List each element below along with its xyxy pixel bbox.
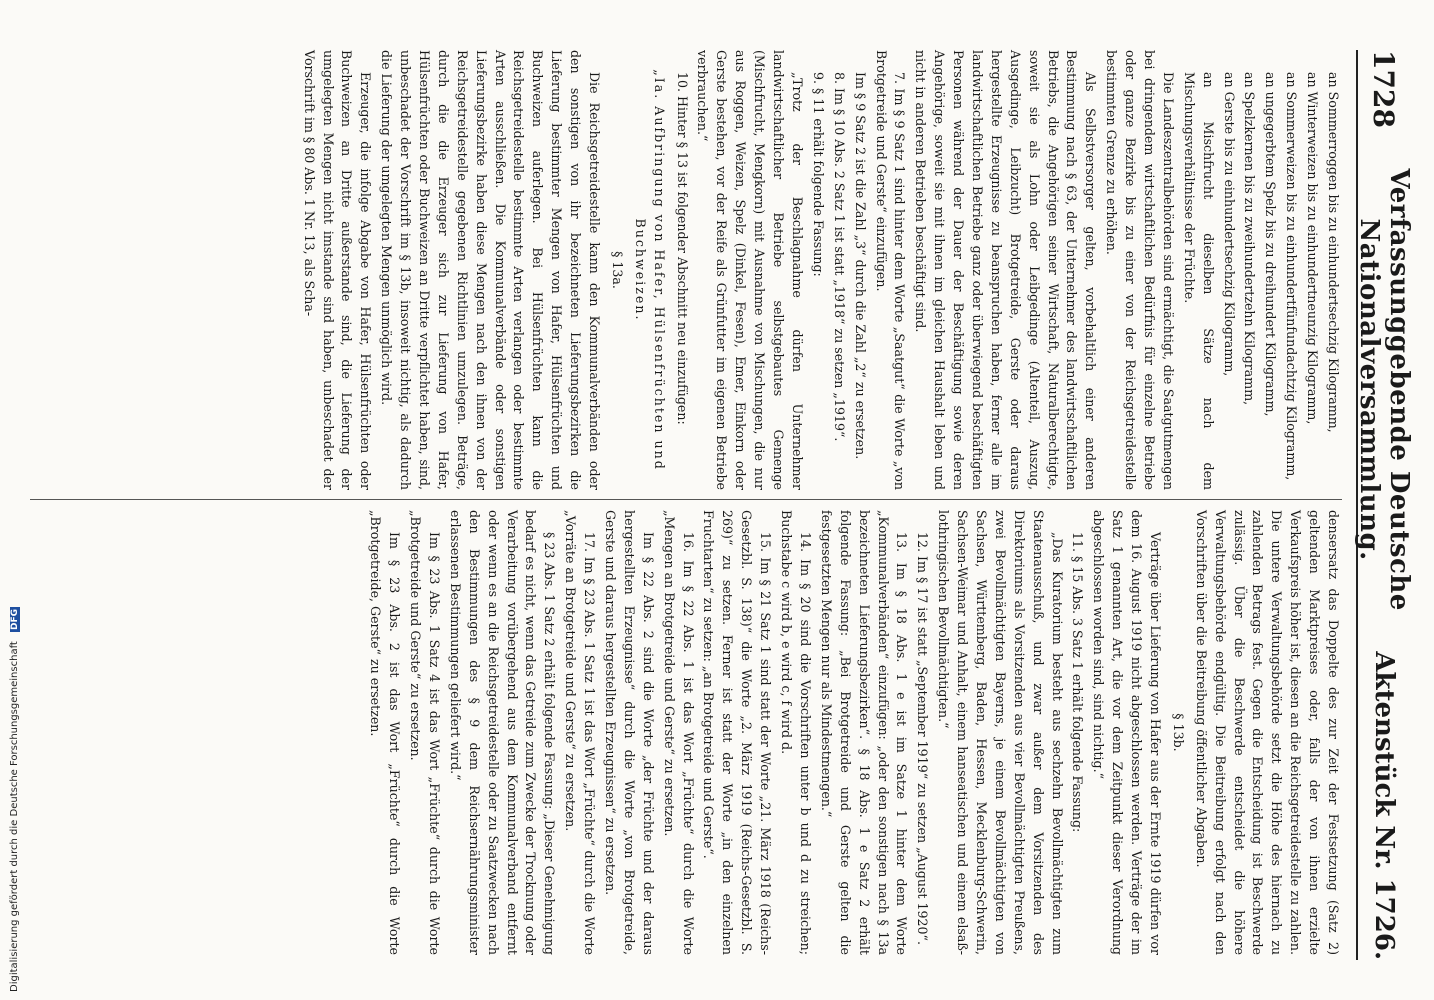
right-column <box>30 510 1342 955</box>
paragraph: 10. Hinter § 13 ist folgender Abschnitt neu einzufügen: <box>674 72 690 425</box>
paragraph: densersatz das Doppelte des zur Zeit der Festsetzung (Satz 2) geltenden Marktpreises oder, falls der von ihnen erzielte Verkaufspreis höher ist, diesen an die Reichsgetreidestelle zu zahlen. Die untere Verwaltungsbehörde setzt die Höhe des hiernach zu zahlenden Betrags fest. Gegen die Entscheidung ist Beschwerde zulässig. Über die Beschwerde entscheidet die höhere Verwaltungsbehörde endgültig. Die Beitreibung erfolgt nach den Vorschriften über die Beitreibung öffentlicher Abgaben. <box>1193 510 1341 955</box>
paragraph: 8. Im § 10 Abs. 2 Satz 1 ist statt „1918“ zu setzen „1919“. <box>831 72 847 442</box>
digitization-note <box>2 12 20 992</box>
paragraph: 12. Im § 17 ist statt „September 1919“ zu setzen „August 1920“. <box>915 532 931 945</box>
paragraph: an ungegerbtem Spelz bis zu dreihundert Kilogramm, <box>1263 72 1279 417</box>
document-reference: Aktenstück Nr. 1726. <box>1369 651 1399 960</box>
paragraph: Im § 23 Abs. 1 Satz 4 ist das Wort „Früchte“ durch die Worte „Brotgetreide und Gerste“ zu ersetzen. <box>408 510 443 955</box>
paragraph: „Ia. Aufbringung von Hafer, Hülsenfrüchten und Buchweizen. <box>632 69 667 471</box>
paragraph: „Trotz der Beschlagnahme dürfen Unternehmer landwirtschaftlicher Betriebe selbstgebautes Gemenge (Mischfrucht, Mengkorn) mit Ausnahme von Mischungen, die nur aus Roggen, Weizen, Spelz (Dinkel, Fesen), Emer, Einkorn oder Gerste bestehen, vor der Reife als Grünfutter im eigenen Betriebe verbrauchen.“ <box>695 50 805 490</box>
paragraph: „Das Kuratorium besteht aus sechzehn Bevollmächtigten zum Staatenausschuß, und zwar außer dem Vorsitzenden des Direktoriums als Vorsitzenden aus vier Bevollmächtigten Preußens, zwei Bevollmächtigten Bayerns, je einem Bevollmächtigten von Sachsen, Württemberg, Baden, Hessen, Mecklenburg-Schwerin, Sachsen-Weimar und Anhalt, einem hanseatischen und einem elsaß-lothringischen Bevollmächtigten.“ <box>936 510 1065 955</box>
paragraph: an Spelzkernen bis zu zweihundertzehn Kilogramm, <box>1242 72 1258 406</box>
paragraph: an Gerste bis zu einhundertsechzig Kilogramm, <box>1221 72 1237 377</box>
paragraph: 17. Im § 23 Abs. 1 Satz 1 ist das Wort „Früchte“ durch die Worte „Vorräte an Brotgetreide und Gerste“ zu ersetzen. <box>563 510 598 955</box>
paragraph: 14. Im § 20 sind die Vorschriften unter b und d zu streichen; Buchstabe c wird b, e wird c, f wird d. <box>779 510 813 955</box>
paragraph: Im § 22 Abs. 2 sind die Worte „der Früchte und der daraus hergestellten Erzeugnisse“ durch die Worte „von Brotgetreide, Gerste und daraus hergestellten Erzeugnissen“ zu ersetzen. <box>603 510 656 955</box>
paragraph: 13. Im § 18 Abs. 1 e ist im Satze 1 hinter dem Worte „Kommunalverbänden“ einzufügen: „oder den sonstigen nach § 13a bezeichneten Lieferungsbezirken“. § 18 Abs. 1 e Satz 2 erhält folgende Fassung: „Bei Brotgetreide und Gerste gelten die festgesetzten Mengen nur als Mindestmengen.“ <box>818 510 910 955</box>
paragraph: an Winterweizen bis zu einhundertneunzig Kilogramm, <box>1305 72 1321 425</box>
paragraph: Verträge über Lieferung von Hafer aus der Ernte 1919 dürfen vor dem 16. August 1919 nicht abgeschlossen werden. Verträge der im Satz 1 genannten Art, die vor dem Zeitpunkt dieser Verordnung abgeschlossen worden sind, sind nichtig.“ <box>1091 510 1163 955</box>
page-header <box>1354 50 1414 960</box>
paragraph: Im § 23 Abs. 2 ist das Wort „Früchte“ durch die Worte „Brotgetreide, Gerste“ zu ersetzen. <box>368 510 403 955</box>
paragraph: Als Selbstversorger gelten, vorbehaltlich einer anderen Bestimmung nach § 63, der Unternehmer des landwirtschaftlichen Betriebs, die Angehörigen seiner Wirtschaft, Naturalberechtigte, soweit sie als Lohn oder Leibgedinge (Altenteil, Auszug, Ausgedinge, Leibzucht) Brotgetreide, Gerste oder daraus hergestellte Erzeugnisse zu beanspruchen haben, ferner alle im landwirtschaftlichen Betriebe ganz oder überwiegend beschäftigten Personen während der Dauer der Beschäftigung sowie deren Angehörige, soweit sie mit ihnen im gleichen Haushalt leben und nicht in anderen Betrieben beschäftigt sind. <box>913 50 1099 490</box>
paragraph: 9. § 11 erhält folgende Fassung: <box>810 72 826 277</box>
paragraph: Im § 9 Satz 2 ist die Zahl „3“ durch die Zahl „2“ zu ersetzen. <box>852 72 868 460</box>
paragraph: Die Reichsgetreidestelle kann den Kommunalverbänden oder den sonstigen von ihr bezeichneten Lieferungsbezirken die Lieferung bestimmter Mengen von Hafer, Hülsenfrüchten und Buchweizen auferlegen. Bei Hülsenfrüchten kann die Reichsgetreidestelle bestimmte Arten verlangen oder bestimmte Arten ausschließen. Die Kommunalverbände oder sonstigen Lieferungsbezirke haben diese Mengen nach den ihnen von der Reichsgetreidestelle gegebenen Richtlinien umzulegen. Beträge, durch die die Erzeuger sich zur Lieferung von Hafer, Hülsenfrüchten oder Buchweizen an Dritte verpflichtet haben, sind, unbeschadet der Vorschrift im § 13b, insoweit nichtig, als dadurch die Lieferung der umgelegten Mengen unmöglich wird. <box>379 50 603 490</box>
column-divider <box>30 499 1342 500</box>
paragraph: 15. Im § 21 Satz 1 sind statt der Worte „21. März 1918 (Reichs-Gesetzbl. S. 138)“ die Worte „2. März 1919 (Reichs-Gesetzbl. S. 269)“ zu setzen. Ferner ist statt der Worte „in den einzelnen Fruchtarten“ zu setzen: „an Brotgetreide und Gerste“. <box>701 510 774 955</box>
page-number: 1728 <box>1367 50 1401 128</box>
left-column <box>30 50 1342 490</box>
paragraph: Die Landeszentralbehörden sind ermächtigt, die Saatgutmengen bei dringendem wirtschaftlichen Bedürfnis für einzelne Betriebe oder ganze Bezirke bis zu einer von der Reichsgetreidestelle bestimmten Grenze zu erhöhen. <box>1104 50 1176 490</box>
paragraph: 7. Im § 9 Satz 1 sind hinter dem Worte „Saatgut“ die Worte „von Brotgetreide und Gerste“ einzufügen. <box>873 50 908 490</box>
paragraph: an Sommerweizen bis zu einhundertfünfundachtzig Kilogramm, <box>1284 72 1300 481</box>
paragraph: Erzeuger, die infolge Abgabe von Hafer, Hülsenfrüchten oder Buchweizen an Dritte außerstande sind, die Lieferung der umgelegten Mengen nicht imstande sind haben, unbeschadet der Vorschrift im § 80 Abs. 1 Nr. 13, als Scha- <box>301 50 374 490</box>
dfg-logo: DFG <box>10 608 20 630</box>
paragraph: an Mischfrucht dieselben Sätze nach dem Mischungsverhältnisse der Früchte. <box>1181 72 1216 490</box>
digitization-credit: Digitalisierung gefördert durch die Deutsche Forschungsgemeinschaft <box>9 641 20 992</box>
paragraph: § 13a. <box>609 251 625 289</box>
paragraph: an Sommerroggen bis zu einhundertsechzig Kilogramm, <box>1326 72 1341 433</box>
paragraph: 16. Im § 22 Abs. 1 ist das Wort „Früchte“ durch die Worte „Mengen an Brotgetreide und Gerste“ zu ersetzen. <box>661 510 696 955</box>
paragraph: § 23 Abs. 1 Satz 2 erhält folgende Fassung: „Dieser Genehmigung bedarf es nicht, wenn das Getreide zum Zwecke der Trocknung oder Verarbeitung vorübergehend aus dem Kommunalverband entfernt oder wenn es an die Reichsgetreidestelle oder zu Saatzwecken nach den Bestimmungen des § 9 dem Reichsernährungsminister erlassenen Bestimmungen geliefert wird.“ <box>447 510 558 955</box>
page-title: Verfassunggebende Deutsche Nationalversammlung. <box>1354 168 1414 611</box>
paragraph: 11. § 15 Abs. 3 Satz 1 erhält folgende Fassung: <box>1070 532 1086 833</box>
paragraph: § 13b. <box>1170 713 1186 752</box>
